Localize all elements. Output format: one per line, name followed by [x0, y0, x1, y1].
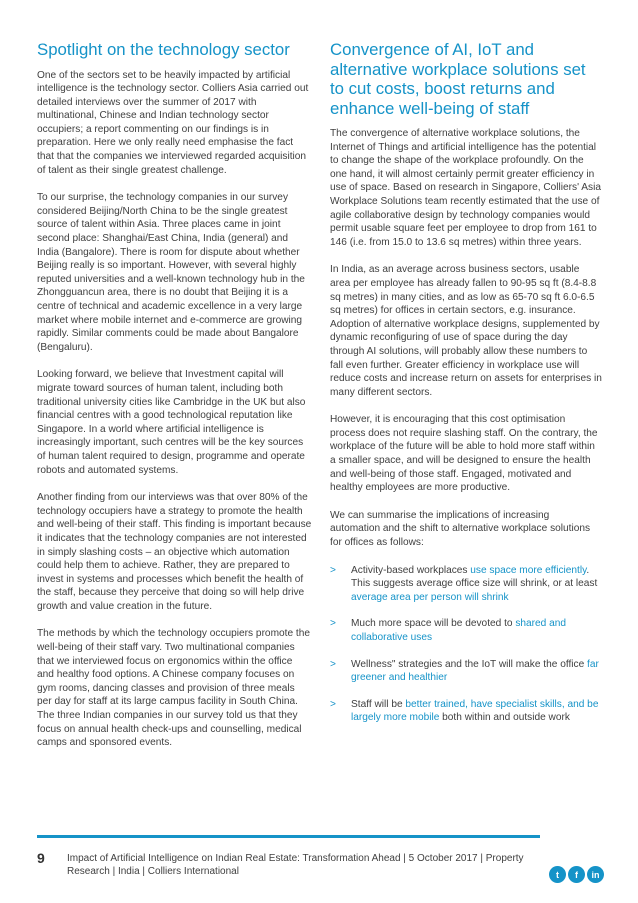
body-paragraph: To our surprise, the technology companies in our survey considered Beijing/North China to be the single greatest source of talent within Asia. Three places came in joint second place: Shanghai/East China, India (general) and India (Bangalore). There is room for dispute about whether Beijing really is so important. However, with several highly reputed universities and a well-known technology hub in the Zhongguancun area, there is no doubt that Beijing it is a centre of technical and academic excellence in a very large market where mobile internet and e-commerce are growing rapidly. Similar comments could be made about Bangalore (Bengaluru). — [37, 192, 305, 353]
list-item: > Much more space will be devoted to shared and collaborative uses — [330, 618, 567, 643]
left-column — [37, 40, 312, 764]
facebook-icon[interactable]: f — [568, 866, 585, 883]
list-item: > Activity-based workplaces use space more efficiently. This suggests average office size will shrink, or at least average area per person will shrink — [330, 564, 598, 603]
footer-divider — [37, 835, 540, 838]
body-paragraph: We can summarise the implications of increasing automation and the shift to alternative workplace solutions for offices as follows: — [330, 509, 591, 549]
section-heading: Spotlight on the technology sector — [37, 40, 290, 59]
implications-list — [330, 564, 602, 725]
body-paragraph: The methods by which the technology occupiers promote the well-being of their staff vary. Two multinational companies that we interviewed focus on ergonomics within the office and healthy food options. A Chinese company focuses on gym rooms, dancing classes and provision of three meals per day for staff at its large campus facility in South China. The three Indian companies in our survey told us that they focus on annual health check-ups and counselling, medical camps and sponsored events. — [37, 628, 310, 749]
section-heading: Convergence of AI, IoT and alternative workplace solutions set to cut costs, boost returns and enhance well-being of staff — [330, 40, 586, 118]
bullet-arrow-icon: > — [330, 698, 336, 710]
body-paragraph: The convergence of alternative workplace solutions, the Internet of Things and artificial intelligence has the potential to change the shape of the workplace profoundly. On the one hand, it will almost certainly permit greater efficiency in use of space. Based on research in Singapore, Colliers' Asia Workplace Solutions team recently estimated that the use of agile collaborative design by technology companies would permit usable square feet per employee to drop from 161 to 146 (i.e. from 15.0 to 13.6 sq metres) within three years. — [330, 128, 601, 248]
body-paragraph: In India, as an average across business sectors, usable area per employee has already fallen to 90-95 sq ft (8.4-8.8 sq metres) in many cities, and as low as 65-70 sq ft 6.0-6.5 sq metres) for offices in certain sectors, e.g. insurance. Adoption of alternative workplace designs, supplemented by dynamic reconfiguring of use of space during the day through AI solutions, will probably allow these numbers to fall even further. Greater efficiency in workplace use will reduce costs and increase return on assets for enterprises in many different sectors. — [330, 264, 602, 398]
bullet-arrow-icon: > — [330, 658, 336, 670]
body-paragraph: Looking forward, we believe that Investment capital will migrate toward sources of human talent, including both traditional university cities like Cambridge in the UK but also financial centres with a good technological reputation like Singapore. In a world where artificial intelligence is increasingly important, such centres will be the key sources of human talent required to design, programme and operate robots and automated systems. — [37, 369, 306, 476]
body-paragraph: Another finding from our interviews was that over 80% of the technology occupiers have a strategy to promote the health and well-being of their staff. This finding is important because it indicates that the technology companies are not interested in simply slashing costs – an objective which automation could help them to achieve. Rather, they are prepared to invest in systems and processes which benefit the health of the staff, because they perceive that doing so will help drive growth and value creation in the future. — [37, 492, 312, 612]
page-number: 9 — [37, 850, 45, 866]
bullet-arrow-icon: > — [330, 618, 336, 630]
list-item: > Staff will be better trained, have specialist skills, and be largely more mobile both within and outside work — [330, 698, 599, 724]
body-paragraph: One of the sectors set to be heavily impacted by artificial intelligence is the technology sector. Colliers Asia carried out detailed interviews over the summer of 2017 with multinational, Chinese and Indian technology sector occupiers; a report commenting on our findings is in preparation. Here we only really need emphasise the fact that that the companies we interviewed regarded acquisition of talent as their single greatest challenge. — [37, 69, 309, 176]
bullet-arrow-icon: > — [330, 564, 336, 576]
linkedin-icon[interactable]: in — [587, 866, 604, 883]
body-paragraph: However, it is encouraging that this cost optimisation process does not require slashing staff. On the contrary, the workplace of the future will be able to hold more staff within a smaller space, and will be designed to ensure the health and well-being of those staff. Engaged, motivated and healthy employees are more productive. — [330, 414, 598, 494]
list-item: > Wellness" strategies and the IoT will make the office far greener and healthier — [330, 658, 599, 684]
footer-citation: Impact of Artificial Intelligence on Indian Real Estate: Transformation Ahead | 5 October 2017 | Property Research | India | Colliers International — [67, 853, 524, 877]
social-links — [549, 866, 604, 883]
twitter-icon[interactable]: t — [549, 866, 566, 883]
right-column — [330, 40, 602, 738]
